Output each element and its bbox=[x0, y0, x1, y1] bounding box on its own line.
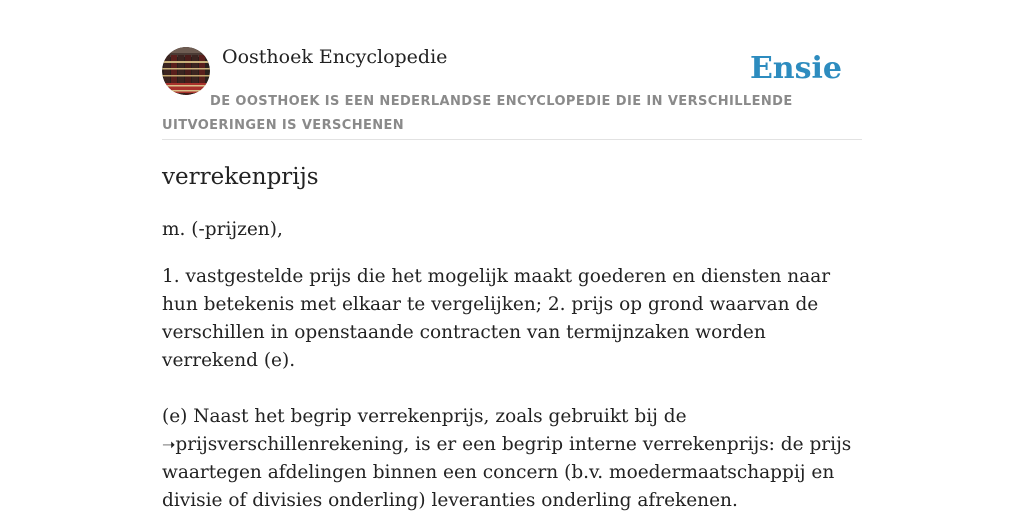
cross-reference-link[interactable]: prijsverschillenrekening bbox=[175, 434, 404, 455]
note-text bbox=[162, 403, 867, 512]
grammar-info: m. (-prijzen), bbox=[162, 219, 283, 240]
entry-title: verrekenprijs bbox=[162, 164, 319, 190]
arrow-right-icon: ➝ bbox=[162, 435, 176, 454]
definition-text: 1. vastgestelde prijs die het mogelijk maakt goederen en diensten naar hun betekenis met elkaar te vergelijken; 2. prijs op grond waarvan de verschillen in openstaande contracten van termijnzaken worden verrekend (e). bbox=[162, 266, 831, 371]
note-text-after: , is er een begrip interne verrekenprijs: de prijs waartegen afdelingen binnen een concern (b.v. moedermaatschappij en divisie of divisies onderling) leveranties onderling afrekenen. bbox=[162, 434, 852, 511]
source-description: DE OOSTHOEK IS EEN NEDERLANDSE ENCYCLOPEDIE DIE IN VERSCHILLENDE UITVOERINGEN IS VERSCHENEN bbox=[162, 94, 793, 133]
book-spines-icon bbox=[162, 47, 210, 95]
header-divider bbox=[162, 139, 862, 140]
source-name[interactable]: Oosthoek Encyclopedie bbox=[222, 46, 448, 68]
note-text-before: (e) Naast het begrip verrekenprijs, zoals gebruikt bij de bbox=[162, 406, 687, 427]
brand-logo[interactable]: Ensie bbox=[749, 51, 842, 86]
entry-content bbox=[162, 216, 867, 512]
paragraph-gap bbox=[162, 375, 867, 403]
avatar[interactable] bbox=[162, 47, 210, 95]
